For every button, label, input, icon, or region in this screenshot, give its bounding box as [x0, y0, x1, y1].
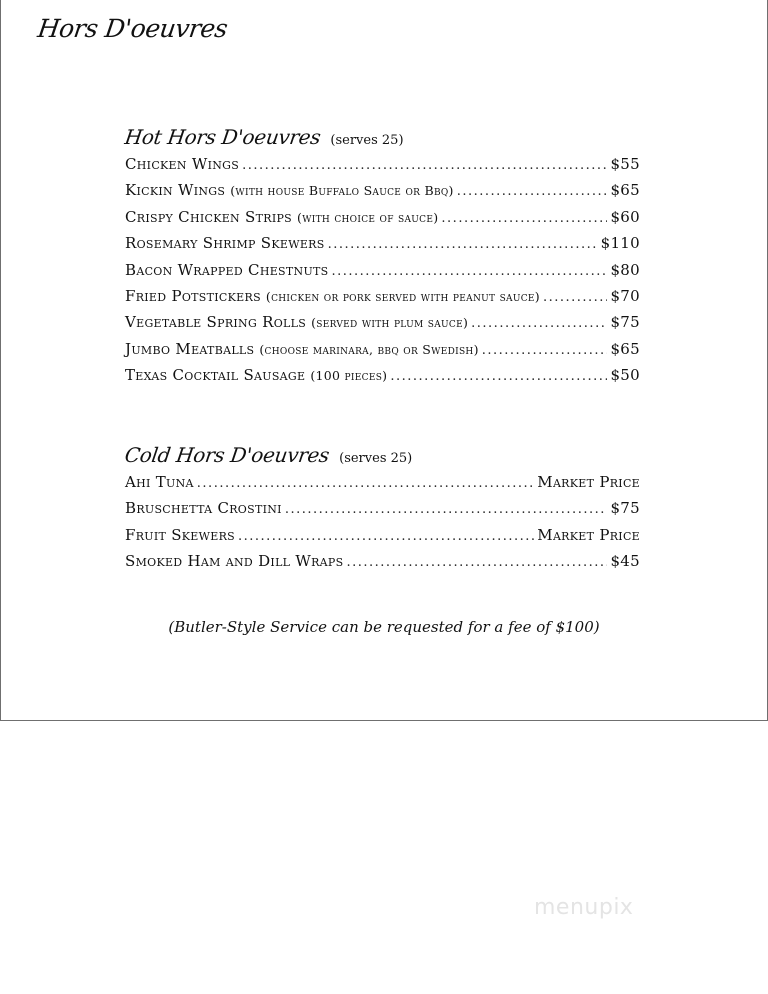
menu-item-name: Bruschetta Crostini — [125, 499, 282, 518]
dot-leader — [346, 555, 607, 570]
menu-item-name: Bacon Wrapped Chestnuts — [125, 260, 329, 279]
menu-item — [125, 155, 640, 181]
menu-item-price: Market Price — [537, 525, 640, 544]
menu-item-price: $45 — [610, 552, 640, 571]
page-title: Hors D'oeuvres — [35, 14, 230, 43]
cold-section-serves: (serves 25) — [339, 451, 413, 466]
menu-item-note: (with house Buffalo Sauce or Bbq) — [230, 183, 454, 199]
menu-item-name: Crispy Chicken Strips — [125, 207, 293, 226]
menu-item-note: (served with plum sauce) — [311, 315, 469, 331]
dot-leader — [543, 290, 608, 305]
menu-item-price: $75 — [610, 313, 640, 332]
menu-item-name: Kickin Wings — [125, 181, 226, 200]
menu-item — [125, 526, 640, 552]
cold-section-header — [125, 443, 640, 469]
cold-menu-list — [125, 473, 640, 579]
dot-leader — [328, 237, 598, 252]
menu-item-name: Vegetable Spring Rolls — [125, 313, 307, 332]
menu-item-note: (with choice of sauce) — [297, 209, 439, 225]
menu-item — [125, 208, 640, 234]
menu-item-name: Chicken Wings — [125, 155, 240, 173]
menu-item-price: $55 — [610, 155, 640, 173]
watermark: menupix — [534, 895, 634, 920]
menu-item — [125, 473, 640, 499]
cold-hors-doeuvres-section — [125, 443, 640, 579]
menu-item — [125, 181, 640, 207]
dot-leader — [285, 502, 608, 517]
menu-item — [125, 366, 640, 392]
menu-item — [125, 340, 640, 366]
butler-service-note: (Butler-Style Service can be requested for a fee of $100) — [168, 618, 600, 636]
menu-item — [125, 287, 640, 313]
menu-item — [125, 313, 640, 339]
hot-section-serves: (serves 25) — [330, 133, 404, 148]
dot-leader — [332, 264, 608, 279]
hot-hors-doeuvres-section — [125, 125, 640, 393]
menu-item-name: Rosemary Shrimp Skewers — [125, 234, 325, 253]
dot-leader — [242, 158, 607, 173]
menu-item-name: Texas Cocktail Sausage — [125, 366, 306, 385]
dot-leader — [390, 369, 607, 384]
menu-item-name: Jumbo Meatballs — [125, 339, 255, 358]
hot-section-header — [125, 125, 640, 151]
menu-item — [125, 499, 640, 525]
dot-leader — [238, 529, 534, 544]
menu-item-note: (100 pieces) — [310, 368, 388, 384]
dot-leader — [471, 316, 607, 331]
menu-item-price: $50 — [610, 366, 640, 385]
menu-item-note: (chicken or pork served with peanut sauce) — [265, 288, 540, 304]
menu-item-price: $60 — [610, 207, 640, 226]
hot-section-title: Hot Hors D'oeuvres — [123, 125, 323, 149]
menu-item — [125, 552, 640, 578]
dot-leader — [457, 184, 608, 199]
menu-item — [125, 261, 640, 287]
menu-item-price: $65 — [610, 181, 640, 200]
menu-item-price: $65 — [610, 339, 640, 358]
menu-item-price: $75 — [610, 499, 640, 518]
menu-item-price: $70 — [610, 286, 640, 305]
menu-item-price: Market Price — [537, 473, 640, 491]
dot-leader — [482, 343, 608, 358]
dot-leader — [441, 211, 607, 226]
menu-item-price: $80 — [610, 260, 640, 279]
menu-item-note: (choose marinara, bbq or Swedish) — [259, 341, 479, 357]
hot-menu-list — [125, 155, 640, 393]
menu-item-name: Ahi Tuna — [125, 473, 194, 491]
menu-item — [125, 234, 640, 260]
menu-item-name: Fruit Skewers — [125, 525, 235, 544]
menu-item-name: Fried Potstickers — [125, 286, 261, 305]
menu-item-name: Smoked Ham and Dill Wraps — [125, 552, 344, 571]
cold-section-title: Cold Hors D'oeuvres — [123, 443, 331, 467]
dot-leader — [197, 476, 534, 491]
menu-item-price: $110 — [600, 234, 640, 253]
